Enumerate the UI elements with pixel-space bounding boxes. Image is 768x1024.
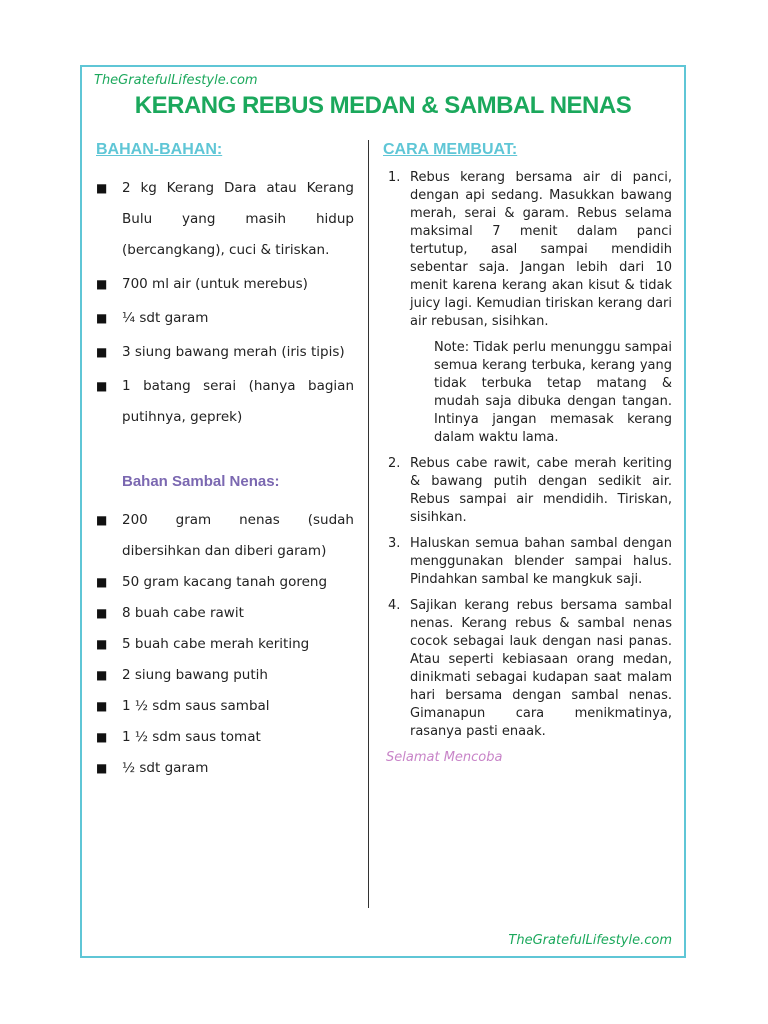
sambal-heading: Bahan Sambal Nenas: — [122, 473, 280, 490]
list-item: ■ 5 buah cabe merah keriting — [96, 629, 354, 660]
step-text: Rebus kerang bersama air di panci, dengan api sedang. Masukkan bawang merah, serai & garam. Rebus selama maksimal 7 menit dalam panci tertutup, asal sampai mendidih sebentar saja. Jangan lebih dari 10 menit karena kerang akan kisut & tidak juicy lagi. Kemudian tiriskan kerang dari air rebusan, sisihkan. — [410, 170, 672, 329]
method-step — [386, 597, 672, 741]
method-heading: CARA MEMBUAT: — [383, 141, 518, 158]
closing-text: Selamat Mencoba — [386, 750, 503, 765]
bullet-icon: ■ — [96, 730, 108, 744]
step-text: Rebus cabe rawit, cabe merah keriting & bawang putih dengan sedikit air. Rebus sampai air mendidih. Tiriskan, sisihkan. — [410, 456, 672, 525]
list-item: ■ ½ sdt garam — [96, 753, 354, 784]
step-number: 2. — [388, 456, 401, 471]
list-item: ■ 3 siung bawang merah (iris tipis) — [96, 337, 354, 368]
list-item: ■ 8 buah cabe rawit — [96, 598, 354, 629]
method-step — [386, 169, 672, 331]
method-steps — [386, 169, 672, 767]
list-item: ■ 1 ½ sdm saus tomat — [96, 722, 354, 753]
bullet-icon: ■ — [96, 606, 108, 620]
list-item: ■ 2 siung bawang putih — [96, 660, 354, 691]
list-item: ■ 1 batang serai (hanya bagian putihnya, geprek) — [96, 371, 354, 433]
site-name-top: TheGratefulLifestyle.com — [94, 73, 258, 88]
list-item: ■ 200 gram nenas (sudah dibersihkan dan diberi garam) — [96, 505, 354, 567]
recipe-title: KERANG REBUS MEDAN & SAMBAL NENAS — [134, 92, 632, 119]
list-item: ■ 50 gram kacang tanah goreng — [96, 567, 354, 598]
bullet-icon: ■ — [96, 379, 108, 393]
bullet-icon: ■ — [96, 668, 108, 682]
step-text: Haluskan semua bahan sambal dengan menggunakan blender sampai halus. Pindahkan sambal ke mangkuk saji. — [410, 536, 672, 587]
bullet-icon: ■ — [96, 345, 108, 359]
list-item: ■ 2 kg Kerang Dara atau Kerang Bulu yang masih hidup (bercangkang), cuci & tiriskan. — [96, 173, 354, 266]
bullet-icon: ■ — [96, 513, 108, 527]
step-note: Note: Tidak perlu menunggu sampai semua kerang terbuka, kerang yang tidak terbuka tetap matang & mudah saja dibuka dengan tangan. Intinya jangan memasak kerang dalam waktu lama. — [434, 340, 672, 445]
sambal-list — [96, 505, 354, 784]
step-number: 1. — [388, 170, 401, 185]
step-number: 3. — [388, 536, 401, 551]
bullet-icon: ■ — [96, 181, 108, 195]
column-divider — [368, 140, 369, 908]
list-item: ■ 1 ½ sdm saus sambal — [96, 691, 354, 722]
step-text: Sajikan kerang rebus bersama sambal nenas. Kerang rebus & sambal nenas cocok sebagai lauk dengan nasi panas. Atau seperti kebiasaan orang medan, dinikmati sebagai kudapan saat malam hari bersama dengan sambal nenas. Gimanapun cara menikmatinya, rasanya pasti enaak. — [410, 598, 672, 739]
step-number: 4. — [388, 598, 401, 613]
site-name-bottom: TheGratefulLifestyle.com — [508, 933, 672, 948]
bullet-icon: ■ — [96, 575, 108, 589]
list-item: ■ ¼ sdt garam — [96, 303, 354, 334]
ingredients-heading: BAHAN-BAHAN: — [96, 141, 223, 158]
bullet-icon: ■ — [96, 311, 108, 325]
bullet-icon: ■ — [96, 637, 108, 651]
ingredients-list — [96, 173, 354, 433]
bullet-icon: ■ — [96, 761, 108, 775]
list-item: ■ 700 ml air (untuk merebus) — [96, 269, 354, 300]
bullet-icon: ■ — [96, 699, 108, 713]
bullet-icon: ■ — [96, 277, 108, 291]
method-step — [386, 455, 672, 527]
method-step — [386, 535, 672, 589]
